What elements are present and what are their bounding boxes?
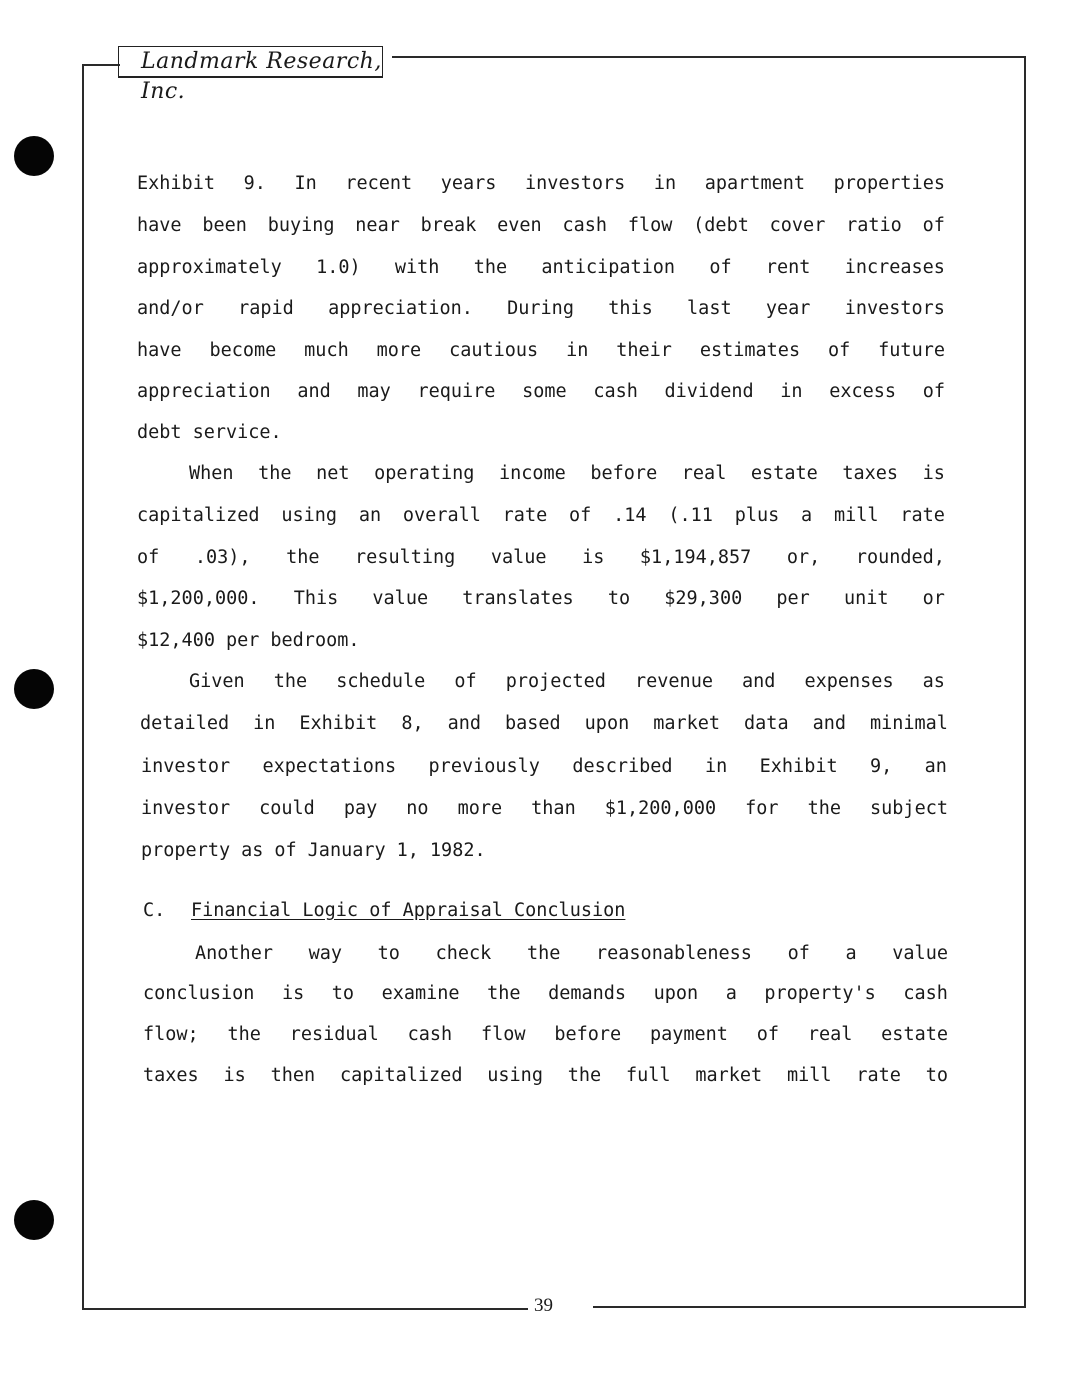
word: Exhibit	[759, 756, 838, 777]
word: market	[653, 713, 721, 734]
word: cash	[407, 1024, 453, 1045]
word: cautious	[449, 340, 539, 361]
word: rapid	[238, 298, 294, 319]
word: for	[745, 798, 779, 819]
word: capitalized	[137, 505, 260, 526]
word: even	[497, 215, 542, 236]
word: increases	[844, 257, 945, 278]
section-title: Financial Logic of Appraisal Conclusion	[191, 900, 626, 921]
word: expectations	[262, 756, 397, 777]
text-line	[143, 1064, 948, 1088]
word: plus	[734, 505, 780, 526]
section-number: C.	[143, 900, 166, 921]
word: real	[807, 1024, 853, 1045]
word: unit	[843, 588, 889, 609]
word: translates	[462, 588, 574, 609]
word: as	[241, 840, 264, 861]
word: more	[376, 340, 422, 361]
text-line	[137, 339, 945, 363]
word: market	[695, 1065, 763, 1086]
word: is	[223, 1065, 246, 1086]
word: .14	[613, 505, 647, 526]
word: income	[498, 463, 566, 484]
word: 9,	[870, 756, 893, 777]
text-line	[143, 1023, 948, 1047]
word: mill	[833, 505, 879, 526]
word: real	[681, 463, 727, 484]
word: in	[780, 381, 803, 402]
word: of	[827, 340, 851, 361]
word: cash	[593, 381, 638, 402]
text-line	[137, 214, 945, 238]
word: an	[358, 505, 382, 526]
word: the	[273, 671, 308, 692]
word: subject	[870, 798, 948, 819]
text-line	[137, 172, 945, 196]
word: and/or	[137, 298, 204, 319]
word: Exhibit	[299, 713, 378, 734]
word: the	[258, 463, 292, 484]
word: estimates	[699, 340, 801, 361]
word: reasonableness	[596, 943, 752, 964]
text-line	[137, 670, 945, 694]
word: their	[616, 340, 672, 361]
word: with	[394, 257, 440, 278]
word: and	[742, 671, 776, 692]
word: to	[331, 983, 355, 1004]
word: January	[307, 840, 386, 861]
word: break	[420, 215, 477, 236]
text-line	[137, 421, 945, 445]
word: cash	[903, 983, 948, 1004]
word: revenue	[635, 671, 713, 692]
word: of	[922, 215, 945, 236]
word: cash	[562, 215, 608, 236]
word: upon	[584, 713, 630, 734]
word: examine	[381, 983, 460, 1004]
word: taxes	[842, 463, 899, 484]
word: cover	[769, 215, 826, 236]
punch-hole-middle	[14, 669, 54, 709]
word: future	[878, 340, 945, 361]
word: value	[892, 943, 948, 964]
word: expenses	[804, 671, 894, 692]
word: data	[744, 713, 789, 734]
text-line	[137, 462, 945, 486]
word: a	[845, 943, 857, 964]
text-line	[143, 982, 948, 1006]
word: $1,200,000	[604, 798, 717, 819]
word: minimal	[869, 713, 948, 734]
word: been	[202, 215, 247, 236]
frame-top-right	[392, 56, 1026, 58]
frame-top-left	[82, 64, 120, 66]
word: a	[725, 983, 737, 1004]
word: operating	[374, 463, 475, 484]
word: rate	[856, 1065, 901, 1086]
text-line	[137, 546, 945, 570]
word: estate	[881, 1024, 948, 1045]
word: some	[522, 381, 567, 402]
word: dividend	[664, 381, 754, 402]
word: then	[270, 1065, 316, 1086]
word: of	[922, 381, 945, 402]
word: in	[704, 756, 728, 777]
word: and	[297, 381, 331, 402]
word: property	[141, 840, 231, 861]
word: 8,	[401, 713, 424, 734]
word: is	[281, 983, 305, 1004]
word: of	[569, 505, 592, 526]
punch-hole-top	[14, 136, 54, 176]
word: based	[504, 713, 561, 734]
text-line	[137, 297, 945, 321]
word: of	[709, 257, 732, 278]
word: When	[189, 463, 234, 484]
word: payment	[649, 1024, 728, 1045]
word: capitalized	[339, 1065, 463, 1086]
word: mill	[786, 1065, 832, 1086]
word: a	[801, 505, 813, 526]
word: rounded,	[855, 547, 945, 568]
word: to	[925, 1065, 948, 1086]
word: $1,200,000.	[137, 588, 260, 609]
word: schedule	[336, 671, 426, 692]
word: per	[776, 588, 810, 609]
word: in	[566, 340, 589, 361]
word: investor	[141, 756, 231, 777]
word: last	[687, 298, 732, 319]
text-line	[143, 942, 948, 966]
word: investors	[525, 173, 626, 194]
word: much	[304, 340, 349, 361]
word: investor	[141, 798, 231, 819]
word: become	[209, 340, 277, 361]
word: appreciation	[137, 381, 271, 402]
word: $12,400	[137, 630, 215, 651]
word: pay	[343, 798, 378, 819]
text-line	[137, 587, 945, 611]
word: 1982.	[429, 840, 486, 861]
word: During	[507, 298, 574, 319]
word: is	[922, 463, 945, 484]
word: This	[293, 588, 339, 609]
word: the	[487, 983, 521, 1004]
word: approximately	[137, 257, 282, 278]
word: before	[590, 463, 658, 484]
word: than	[531, 798, 576, 819]
word: (.11	[668, 505, 713, 526]
text-line	[137, 256, 945, 280]
word: described	[572, 756, 673, 777]
text-line	[140, 712, 948, 736]
word: debt	[137, 422, 182, 443]
word: is	[582, 547, 605, 568]
word: the	[526, 943, 561, 964]
word: more	[457, 798, 503, 819]
word: buying	[267, 215, 335, 236]
word: per	[225, 630, 260, 651]
word: flow	[627, 215, 673, 236]
word: of	[274, 840, 297, 861]
word: value	[372, 588, 429, 609]
word: net	[316, 463, 350, 484]
word: flow;	[143, 1024, 199, 1045]
word: or,	[786, 547, 821, 568]
text-line	[141, 755, 947, 779]
word: projected	[505, 671, 606, 692]
word: this	[608, 298, 653, 319]
word: taxes	[143, 1065, 199, 1086]
word: Exhibit	[137, 173, 215, 194]
word: full	[625, 1065, 671, 1086]
word: to	[607, 588, 631, 609]
word: of	[137, 547, 160, 568]
word: conclusion	[143, 983, 255, 1004]
word: require	[417, 381, 496, 402]
frame-right	[1024, 56, 1026, 1308]
word: resulting	[355, 547, 456, 568]
word: have	[137, 215, 182, 236]
word: year	[765, 298, 811, 319]
word: an	[924, 756, 947, 777]
section-heading	[143, 899, 625, 923]
word: and	[447, 713, 481, 734]
frame-bottom-right	[593, 1306, 1026, 1308]
word: have	[137, 340, 182, 361]
word: using	[487, 1065, 543, 1086]
word: of	[787, 943, 810, 964]
word: excess	[829, 381, 897, 402]
word: the	[473, 257, 508, 278]
word: estate	[750, 463, 818, 484]
word: $1,194,857	[639, 547, 752, 568]
word: In	[294, 173, 317, 194]
word: investors	[844, 298, 945, 319]
word: in	[653, 173, 677, 194]
word: recent	[345, 173, 413, 194]
word: previously	[428, 756, 540, 777]
word: appreciation.	[328, 298, 473, 319]
word: in	[253, 713, 276, 734]
word: the	[807, 798, 841, 819]
word: rate	[502, 505, 548, 526]
word: properties	[833, 173, 945, 194]
text-line	[141, 797, 948, 821]
page-number: 39	[534, 1295, 553, 1316]
word: 1.0)	[316, 257, 361, 278]
word: residual	[289, 1024, 379, 1045]
text-line	[137, 380, 945, 404]
frame-left	[82, 64, 84, 1310]
word: apartment	[704, 173, 805, 194]
word: as	[922, 671, 945, 692]
word: rate	[900, 505, 945, 526]
frame-bottom-left	[82, 1308, 528, 1310]
word: 1,	[396, 840, 419, 861]
word: rent	[765, 257, 811, 278]
word: no	[406, 798, 429, 819]
word: way	[308, 943, 343, 964]
word: or	[922, 588, 945, 609]
word: check	[435, 943, 492, 964]
word: bedroom.	[270, 630, 360, 651]
text-line	[137, 504, 945, 528]
punch-hole-bottom	[14, 1200, 54, 1240]
text-line	[137, 629, 945, 653]
word: property's	[764, 983, 876, 1004]
word: may	[357, 381, 391, 402]
word: the	[286, 547, 320, 568]
word: detailed	[140, 713, 230, 734]
word: service.	[192, 422, 282, 443]
word: demands	[548, 983, 627, 1004]
word: anticipation	[541, 257, 676, 278]
word: to	[377, 943, 400, 964]
word: .03),	[194, 547, 251, 568]
text-line	[141, 839, 949, 863]
word: Given	[189, 671, 245, 692]
word: 9.	[243, 173, 266, 194]
word: and	[812, 713, 846, 734]
word: could	[259, 798, 315, 819]
word: of	[756, 1024, 780, 1045]
word: (debt	[693, 215, 749, 236]
word: ratio	[846, 215, 902, 236]
word: the	[567, 1065, 602, 1086]
word: $29,300	[664, 588, 743, 609]
word: overall	[402, 505, 481, 526]
word: value	[490, 547, 547, 568]
word: the	[227, 1024, 261, 1045]
word: flow	[480, 1024, 526, 1045]
word: Another	[195, 943, 273, 964]
word: of	[454, 671, 477, 692]
company-logo: Landmark Research, Inc.	[118, 46, 383, 78]
word: near	[355, 215, 400, 236]
word: years	[440, 173, 497, 194]
word: using	[281, 505, 338, 526]
word: upon	[653, 983, 699, 1004]
word: before	[554, 1024, 622, 1045]
